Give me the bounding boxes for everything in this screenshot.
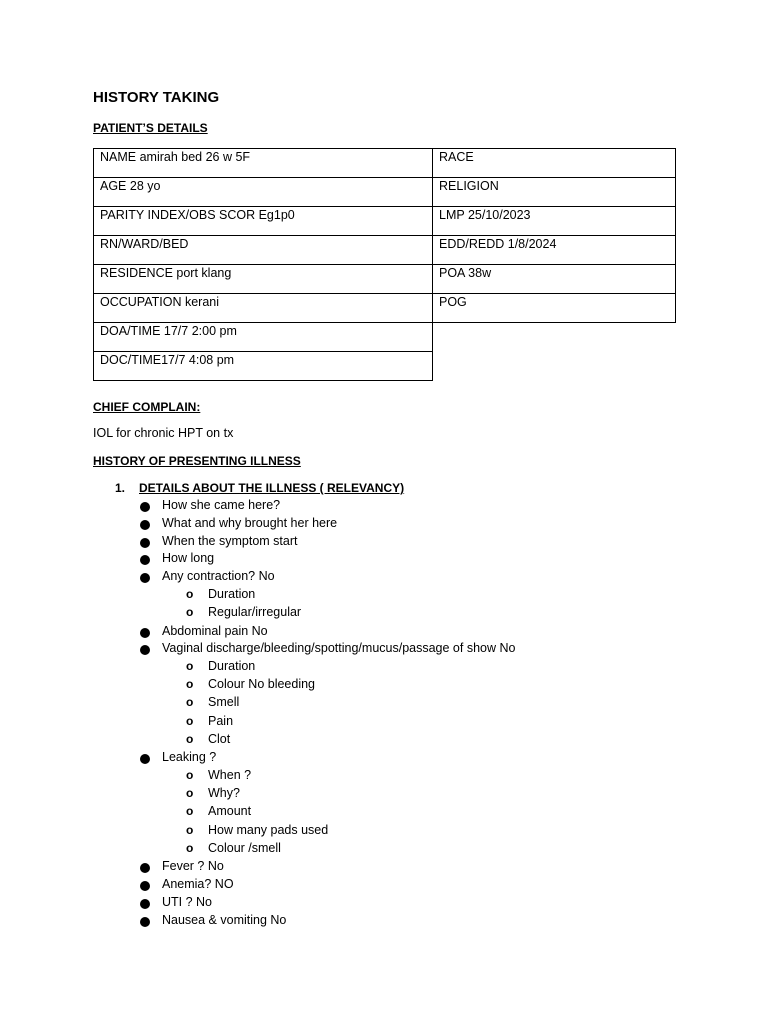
bullet-icon (140, 628, 150, 638)
numbered-item-heading (115, 481, 404, 495)
sub-list-item-text: Duration (208, 587, 256, 601)
bullet-icon (140, 555, 150, 565)
bullet-icon (140, 881, 150, 891)
sub-list-item (186, 786, 240, 800)
list-item (162, 516, 337, 530)
bullet-icon (140, 538, 150, 548)
hollow-bullet-icon: o (186, 841, 194, 855)
sub-list-item (186, 677, 316, 691)
bullet-icon (140, 645, 150, 655)
list-item (162, 641, 515, 655)
list-item-text: When the symptom start (162, 534, 298, 548)
sub-list-item-text: Why? (208, 786, 240, 800)
chief-complain-heading: CHIEF COMPLAIN: (93, 400, 201, 414)
hollow-bullet-icon: o (186, 677, 194, 691)
bullet-icon (140, 520, 150, 530)
list-item-text: Vaginal discharge/bleeding/spotting/mucus/passage of show No (162, 641, 516, 655)
bullet-icon (140, 573, 150, 583)
list-item-text: Fever ? No (162, 859, 224, 873)
sub-list-item (186, 659, 256, 673)
doa-time-cell: DOA/TIME 17/7 2:00 pm (94, 323, 433, 352)
sub-list-item (186, 768, 252, 782)
item-title: DETAILS ABOUT THE ILLNESS ( RELEVANCY) (139, 481, 405, 495)
list-item (162, 624, 268, 638)
hollow-bullet-icon: o (186, 695, 194, 709)
sub-list-item (186, 587, 256, 601)
list-item-text: Anemia? NO (162, 877, 234, 891)
sub-list-item (186, 714, 234, 728)
list-item-text: Abdominal pain No (162, 624, 268, 638)
hollow-bullet-icon: o (186, 732, 194, 746)
sub-list-item-text: Duration (208, 659, 256, 673)
name-cell: NAME amirah bed 26 w 5F (94, 149, 433, 178)
sub-list-item (186, 804, 252, 818)
parity-cell: PARITY INDEX/OBS SCOR Eg1p0 (94, 207, 433, 236)
sub-list-item (186, 695, 240, 709)
table-row (94, 352, 676, 381)
sub-list-item-text: Colour No bleeding (208, 677, 316, 691)
table-row (94, 265, 676, 294)
religion-cell: RELIGION (433, 178, 676, 207)
race-cell: RACE (433, 149, 676, 178)
rn-ward-bed-cell: RN/WARD/BED (94, 236, 433, 265)
bullet-icon (140, 754, 150, 764)
sub-list-item-text: Regular/irregular (208, 605, 302, 619)
table-row (94, 294, 676, 323)
patient-details-table (93, 148, 676, 381)
sub-list-item-text: How many pads used (208, 823, 329, 837)
bullet-icon (140, 899, 150, 909)
occupation-cell: OCCUPATION kerani (94, 294, 433, 323)
list-item (162, 895, 212, 909)
list-item-text: Nausea & vomiting No (162, 913, 287, 927)
sub-list-item-text: Smell (208, 695, 240, 709)
patient-details-heading: PATIENT’S DETAILS (93, 121, 208, 135)
age-cell: AGE 28 yo (94, 178, 433, 207)
bullet-icon (140, 863, 150, 873)
hollow-bullet-icon: o (186, 768, 194, 782)
list-item-text: What and why brought her here (162, 516, 338, 530)
list-item (162, 569, 275, 583)
sub-list-item (186, 732, 231, 746)
list-item (162, 534, 297, 548)
hollow-bullet-icon: o (186, 587, 194, 601)
sub-list-item-text: Pain (208, 714, 234, 728)
sub-list-item (186, 605, 302, 619)
hpi-heading: HISTORY OF PRESENTING ILLNESS (93, 454, 301, 468)
table-row (94, 149, 676, 178)
lmp-cell: LMP 25/10/2023 (433, 207, 676, 236)
hollow-bullet-icon: o (186, 714, 194, 728)
table-row (94, 236, 676, 265)
hollow-bullet-icon: o (186, 605, 194, 619)
sub-list-item-text: Colour /smell (208, 841, 281, 855)
sub-list-item (186, 823, 329, 837)
empty-cell (433, 323, 676, 352)
item-number: 1. (115, 481, 126, 495)
table-row (94, 323, 676, 352)
bullet-icon (140, 917, 150, 927)
list-item-text: Any contraction? No (162, 569, 275, 583)
residence-cell: RESIDENCE port klang (94, 265, 433, 294)
list-item-text: Leaking ? (162, 750, 217, 764)
sub-list-item (186, 841, 281, 855)
table-row (94, 178, 676, 207)
sub-list-item-text: Amount (208, 804, 252, 818)
list-item-text: UTI ? No (162, 895, 213, 909)
hollow-bullet-icon: o (186, 823, 194, 837)
list-item (162, 750, 216, 764)
edd-cell: EDD/REDD 1/8/2024 (433, 236, 676, 265)
empty-cell (433, 352, 676, 381)
list-item (162, 913, 286, 927)
list-item (162, 877, 234, 891)
list-item-text: How long (162, 551, 215, 565)
chief-complain-text: IOL for chronic HPT on tx (93, 426, 234, 440)
document-title: HISTORY TAKING (93, 89, 220, 106)
pog-cell: POG (433, 294, 676, 323)
doc-time-cell: DOC/TIME17/7 4:08 pm (94, 352, 433, 381)
sub-list-item-text: Clot (208, 732, 231, 746)
bullet-icon (140, 502, 150, 512)
list-item (162, 498, 280, 512)
list-item (162, 859, 224, 873)
sub-list-item-text: When ? (208, 768, 252, 782)
list-item (162, 551, 214, 565)
poa-cell: POA 38w (433, 265, 676, 294)
list-item-text: How she came here? (162, 498, 281, 512)
hollow-bullet-icon: o (186, 659, 194, 673)
hollow-bullet-icon: o (186, 804, 194, 818)
table-row (94, 207, 676, 236)
hollow-bullet-icon: o (186, 786, 194, 800)
